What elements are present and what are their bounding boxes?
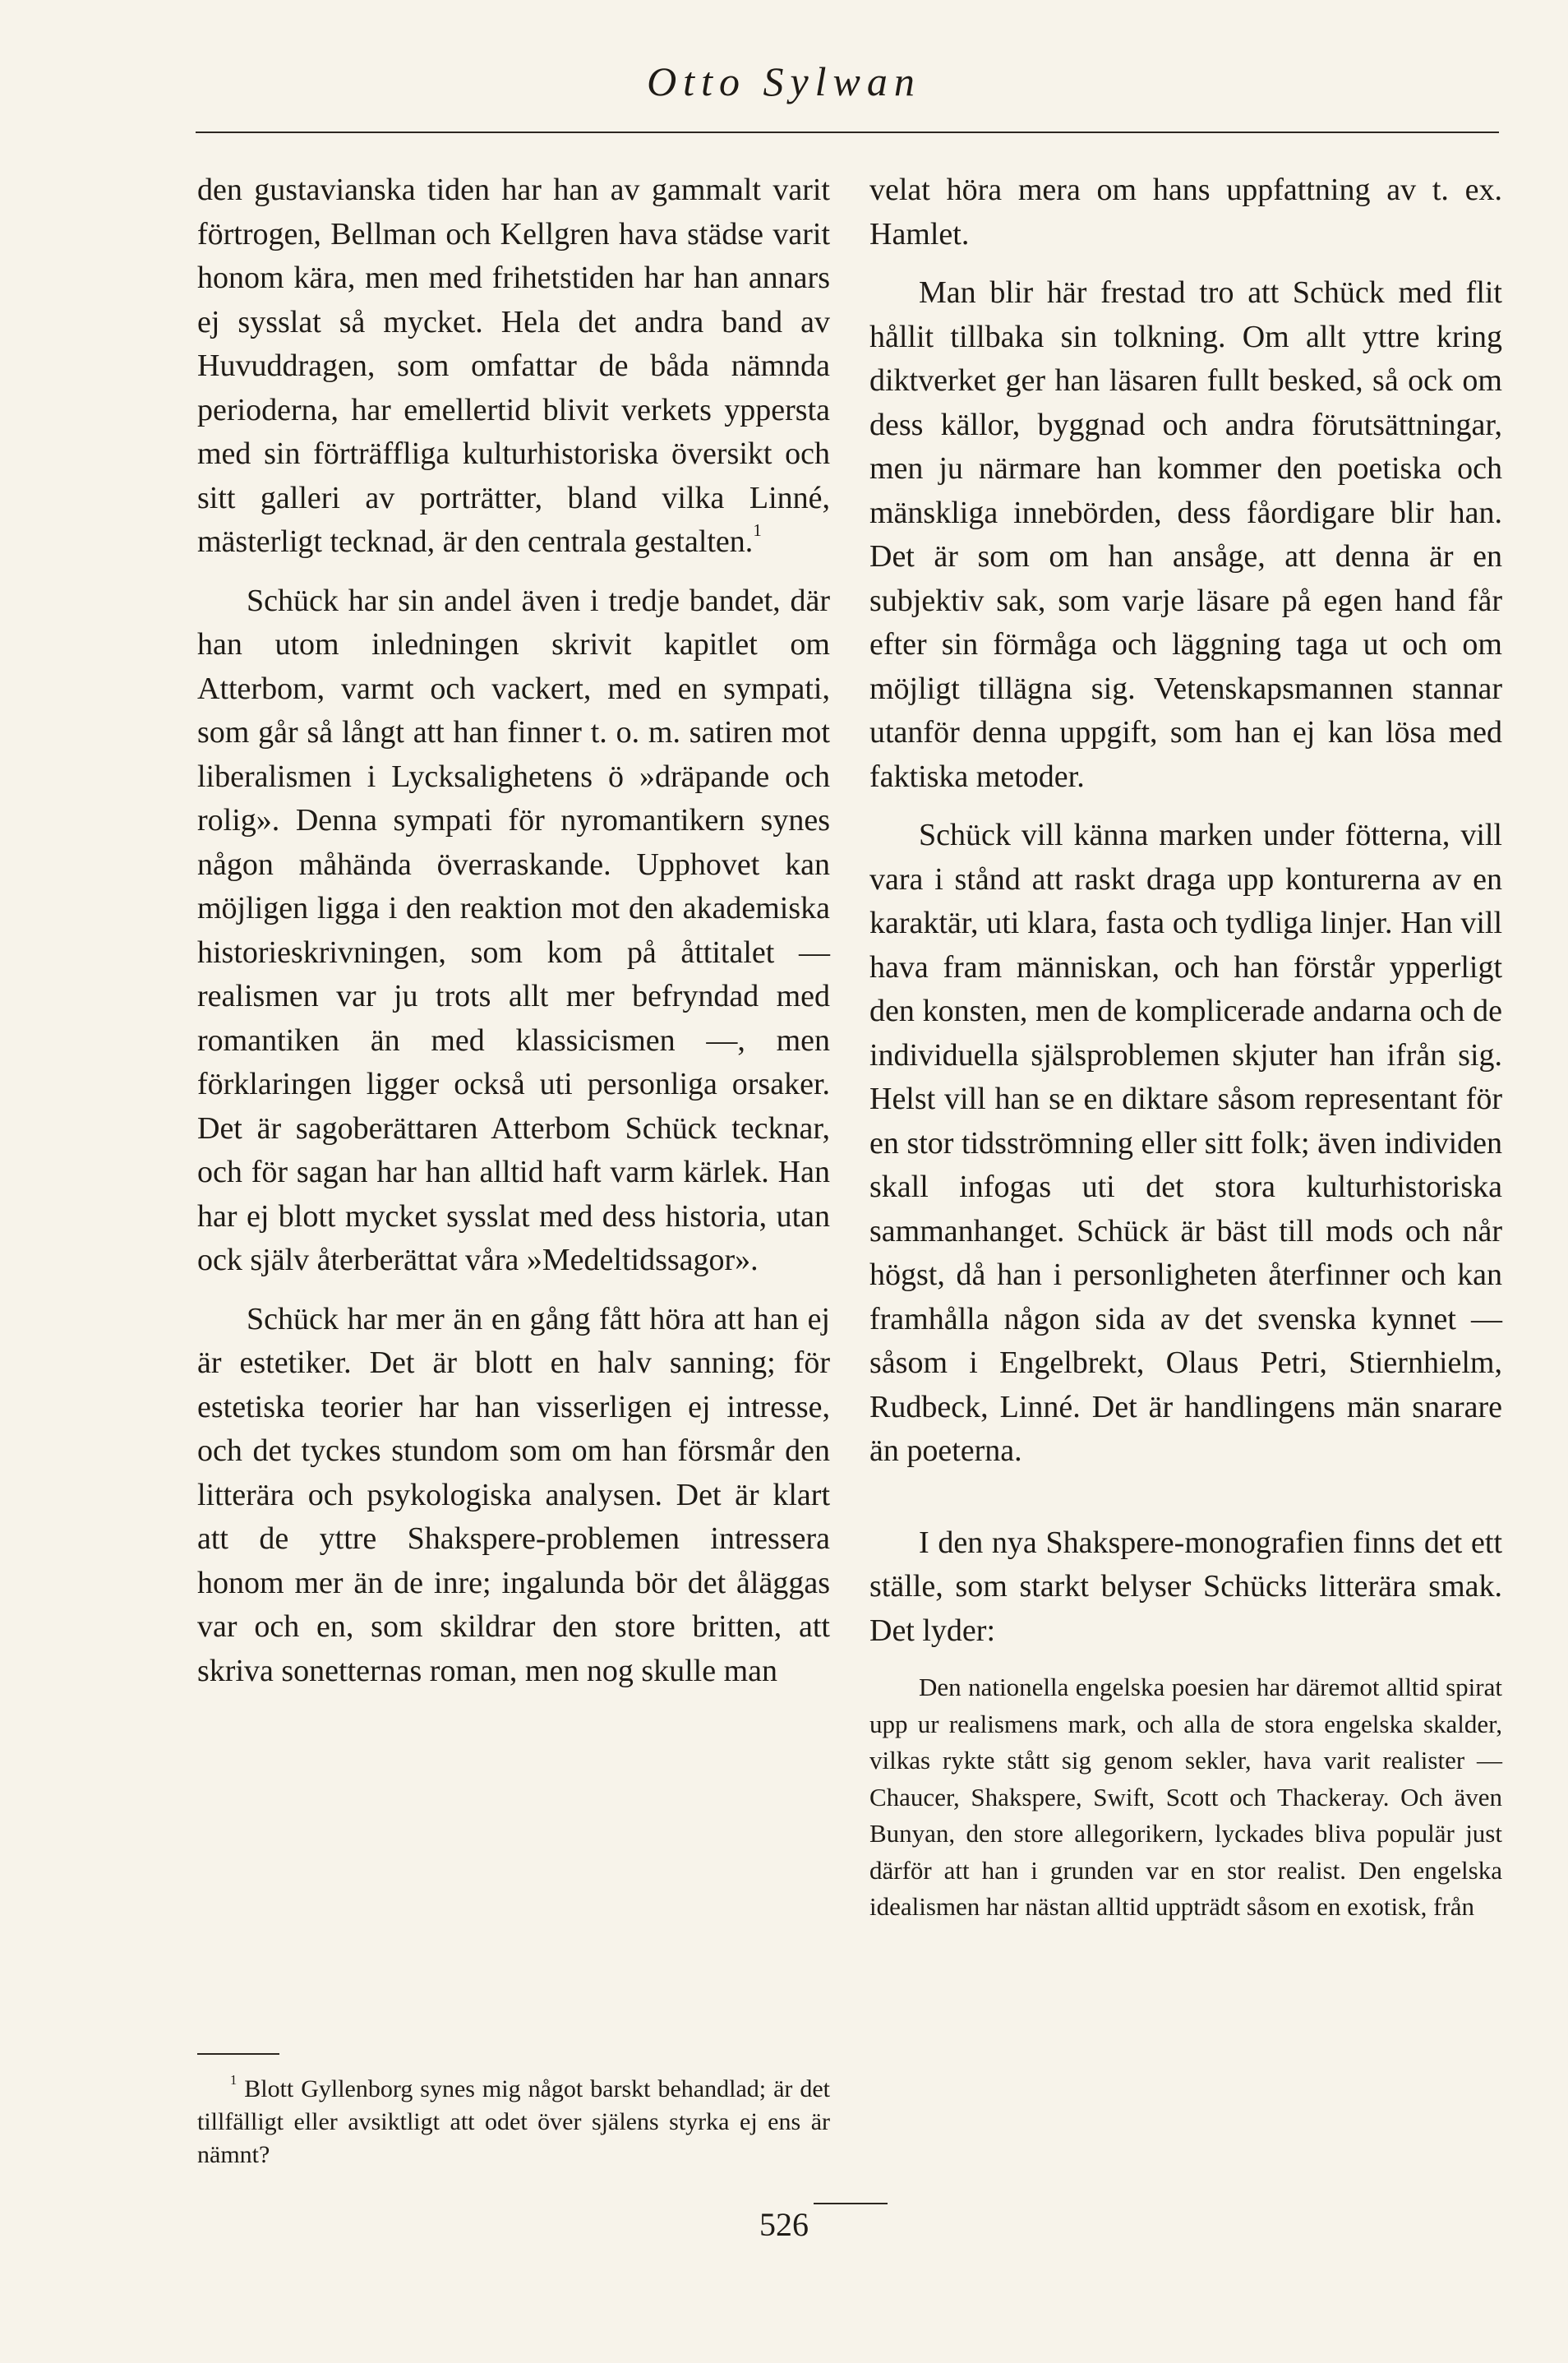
footnote-reference: 1: [753, 520, 762, 541]
left-paragraph-1-text: den gustavianska tiden har han av gammalt varit förtrogen, Bellman och Kellgren hava städse varit honom kära, men med frihetstiden har han annars ej sysslat så mycket. Hela det andra band av Huvuddragen, som omfattar de båda nämnda perioderna, har emellertid blivit verkets yppersta med sin förträffliga kulturhistoriska översikt och sitt galleri av porträtter, bland vilka Linné, mästerligt tecknad, är den centrala gestalten.: [197, 173, 830, 559]
left-paragraph-1: [197, 168, 830, 565]
footnote: [197, 2073, 830, 2171]
section-gap: [869, 1474, 1502, 1521]
left-paragraph-3: Schück har mer än en gång fått höra att han ej är estetiker. Det är blott en halv sanning; för estetiska teorier har han visserligen ej intresse, och det tyckes stundom som om han försmår den litterära och psykologiska analysen. Det är klart att de yttre Shakspere-problemen intressera honom mer än de inre; ingalunda bör det åläggas var och en, som skildrar den store britten, att skriva sonetternas roman, men nog skulle man: [197, 1301, 830, 1688]
right-column: [869, 168, 1502, 1926]
footnote-marker: 1: [230, 2072, 238, 2088]
right-body-text: [869, 168, 1502, 1653]
left-column: [197, 168, 830, 1693]
footnote-text: Blott Gyllenborg synes mig något barskt behandlad; är det tillfälligt eller avsiktligt att odet över själens styrka ej ens är nämnt?: [197, 2075, 830, 2168]
right-paragraph-1: velat höra mera om hans uppfattning av t. ex. Hamlet.: [869, 173, 1502, 252]
block-quote-text: Den nationella engelska poesien har däremot alltid spirat upp ur realismens mark, och alla de stora engelska skalder, vilkas rykte stått sig genom sekler, hava varit realister — Chaucer, Shakspere, Swift, Scott och Thackeray. Och även Bunyan, den store allegorikern, lyckades bliva populär just därför att han i grunden var en stor realist. Den engelska idealismen har nästan alltid uppträdt såsom en exotisk, från: [869, 1673, 1502, 1921]
right-paragraph-4: I den nya Shakspere-monografien finns det ett ställe, som starkt belyser Schücks litterära smak. Det lyder:: [869, 1525, 1502, 1648]
footnote-rule: [197, 2053, 279, 2055]
header-rule: [196, 132, 1499, 133]
page-number-rule: [814, 2203, 888, 2204]
block-quote: [869, 1669, 1502, 1926]
running-head: Otto Sylwan: [647, 58, 921, 104]
right-paragraph-3: Schück vill känna marken under fötterna, vill vara i stånd att raskt draga upp konturerna av en karaktär, uti klara, fasta och tydliga linjer. Han vill hava fram människan, och han förstår ypperligt den konsten, men de komplicerade andarna och de individuella själsproblemen skjuter han ifrån sig. Helst vill han se en diktare såsom representant för en stor tidsströmning eller sitt folk; även individen skall infogas uti det stora kulturhistoriska sammanhanget. Schück är bäst till mods och når högst, då han i personligheten återfinner och kan framhålla någon sida av det svenska kynnet — såsom i Engelbrekt, Olaus Petri, Stiernhielm, Rudbeck, Linné. Det är handlingens män snarare än poeterna.: [869, 818, 1502, 1468]
footnote-paragraph: [197, 2073, 830, 2171]
right-paragraph-2: Man blir här frestad tro att Schück med flit hållit tillbaka sin tolkning. Om allt yttre kring diktverket ger han läsaren fullt besked, så ock om dess källor, byggnad och andra förutsättningar, men ju närmare han kommer den poetiska och mänskliga innebörden, dess fåordigare blir han. Det är som om han ansåge, att denna är en subjektiv sak, som varje läsare på egen hand får efter sin förmåga och läggning taga ut och om möjligt tillägna sig. Vetenskapsmannen stannar utanför denna uppgift, som han ej kan lösa med faktiska metoder.: [869, 275, 1502, 794]
page-number: 526: [759, 2206, 809, 2243]
left-paragraph-2: Schück har sin andel även i tredje bandet, där han utom inledningen skrivit kapitlet om Atterbom, varmt och vackert, med en sympati, som går så långt att han finner t. o. m. satiren mot liberalismen i Lycksalighetens ö »dräpande och rolig». Denna sympati för nyromantikern synes någon måhända överraskande. Upphovet kan möjligen ligga i den reaktion mot den akademiska historieskrivningen, som kom på åttitalet — realismen var ju trots allt mer befryndad med romantiken än med klassicismen —, men förklaringen ligger också uti personliga orsaker. Det är sagoberättaren Atterbom Schück tecknar, och för sagan har han alltid haft varm kärlek. Han har ej blott mycket sysslat med dess historia, utan ock själv återberättat våra »Medeltidssagor».: [197, 583, 830, 1277]
